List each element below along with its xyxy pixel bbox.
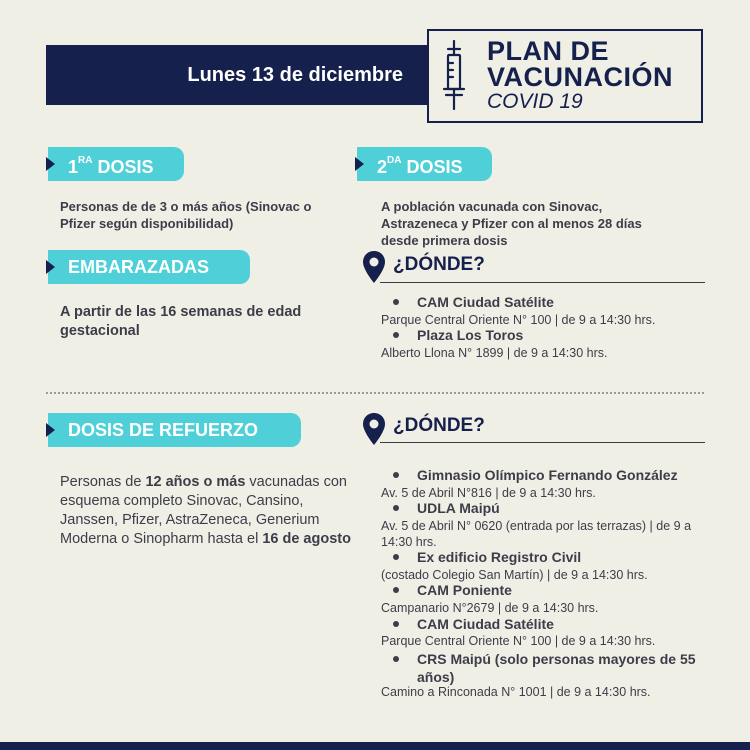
- location-name: CRS Maipú (solo personas mayores de 55 años): [393, 650, 703, 686]
- bullet: [393, 472, 399, 478]
- location-address: Campanario N°2679 | de 9 a 14:30 hrs.: [381, 601, 599, 615]
- location-address: Camino a Rinconada N° 1001 | de 9 a 14:30 hrs.: [381, 685, 651, 699]
- footer-bar: [0, 742, 750, 750]
- section-separator: [46, 392, 704, 394]
- location-name: Gimnasio Olímpico Fernando González: [393, 467, 678, 483]
- title-line-1: PLAN DE: [487, 36, 610, 66]
- title-line-2: VACUNACIÓN: [487, 62, 673, 92]
- title-line-3: COVID 19: [487, 90, 583, 113]
- tag-indicator: [355, 157, 364, 171]
- syringe-icon: [441, 39, 467, 113]
- location-pin-icon: [362, 250, 386, 284]
- bullet: [393, 587, 399, 593]
- tag-number: 1: [68, 157, 79, 177]
- first-dose-tag: [48, 147, 184, 181]
- location-name: CAM Ciudad Satélite: [393, 616, 554, 632]
- pregnant-tag: [48, 250, 250, 284]
- location-name: CAM Poniente: [393, 582, 512, 598]
- location-name: Ex edificio Registro Civil: [393, 549, 581, 565]
- tag-superscript: RA: [78, 155, 93, 166]
- tag-indicator: [46, 260, 55, 274]
- tag-superscript: DA: [387, 155, 402, 166]
- location-address: (costado Colegio San Martín) | de 9 a 14:30 hrs.: [381, 568, 648, 582]
- tag-label: DOSIS DE REFUERZO: [68, 420, 259, 440]
- pregnant-text: A partir de las 16 semanas de edad gestacional: [60, 304, 302, 339]
- date-label: Lunes 13 de diciembre: [187, 64, 403, 86]
- booster-tag: [48, 413, 301, 447]
- location-address: Parque Central Oriente N° 100 | de 9 a 14:30 hrs.: [381, 634, 656, 648]
- divider: [380, 442, 705, 443]
- bullet: [393, 621, 399, 627]
- divider: [380, 282, 705, 283]
- location-address: Av. 5 de Abril N° 0620 (entrada por las terrazas) | de 9 a 14:30 hrs.: [381, 519, 692, 549]
- tag-indicator: [46, 157, 55, 171]
- location-name: Plaza Los Toros: [393, 327, 523, 343]
- bullet: [393, 505, 399, 511]
- tag-number: 2: [377, 157, 388, 177]
- location-name: CAM Ciudad Satélite: [393, 294, 554, 310]
- bullet: [393, 554, 399, 560]
- location-address: Av. 5 de Abril N°816 | de 9 a 14:30 hrs.: [381, 486, 596, 500]
- location-pin-icon: [362, 412, 386, 446]
- tag-label: EMBARAZADAS: [68, 257, 209, 277]
- tag-indicator: [46, 423, 55, 437]
- tag-word: DOSIS: [406, 157, 463, 177]
- second-dose-tag: [357, 147, 492, 181]
- location-address: Alberto Llona N° 1899 | de 9 a 14:30 hrs.: [381, 346, 608, 360]
- location-address: Parque Central Oriente N° 100 | de 9 a 14:30 hrs.: [381, 313, 656, 327]
- location-name: UDLA Maipú: [393, 500, 500, 516]
- date-banner: [46, 45, 431, 105]
- second-dose-text: A población vacunada con Sinovac, Astrazeneca y Pfizer con al menos 28 días desde primera dosis: [381, 199, 642, 248]
- bullet: [393, 299, 399, 305]
- title-box: [427, 29, 703, 123]
- bullet: [393, 656, 399, 662]
- where-title: ¿DÓNDE?: [393, 415, 485, 436]
- booster-text: Personas de 12 años o más vacunadas con esquema completo Sinovac, Cansino, Janssen, Pfizer, AstraZeneca, Generium Moderna o Sinopharm hasta el 16 de agosto: [60, 474, 351, 547]
- where-title: ¿DÓNDE?: [393, 254, 485, 275]
- bullet: [393, 332, 399, 338]
- first-dose-text: Personas de de 3 o más años (Sinovac o Pfizer según disponibilidad): [60, 199, 312, 231]
- tag-word: DOSIS: [97, 157, 154, 177]
